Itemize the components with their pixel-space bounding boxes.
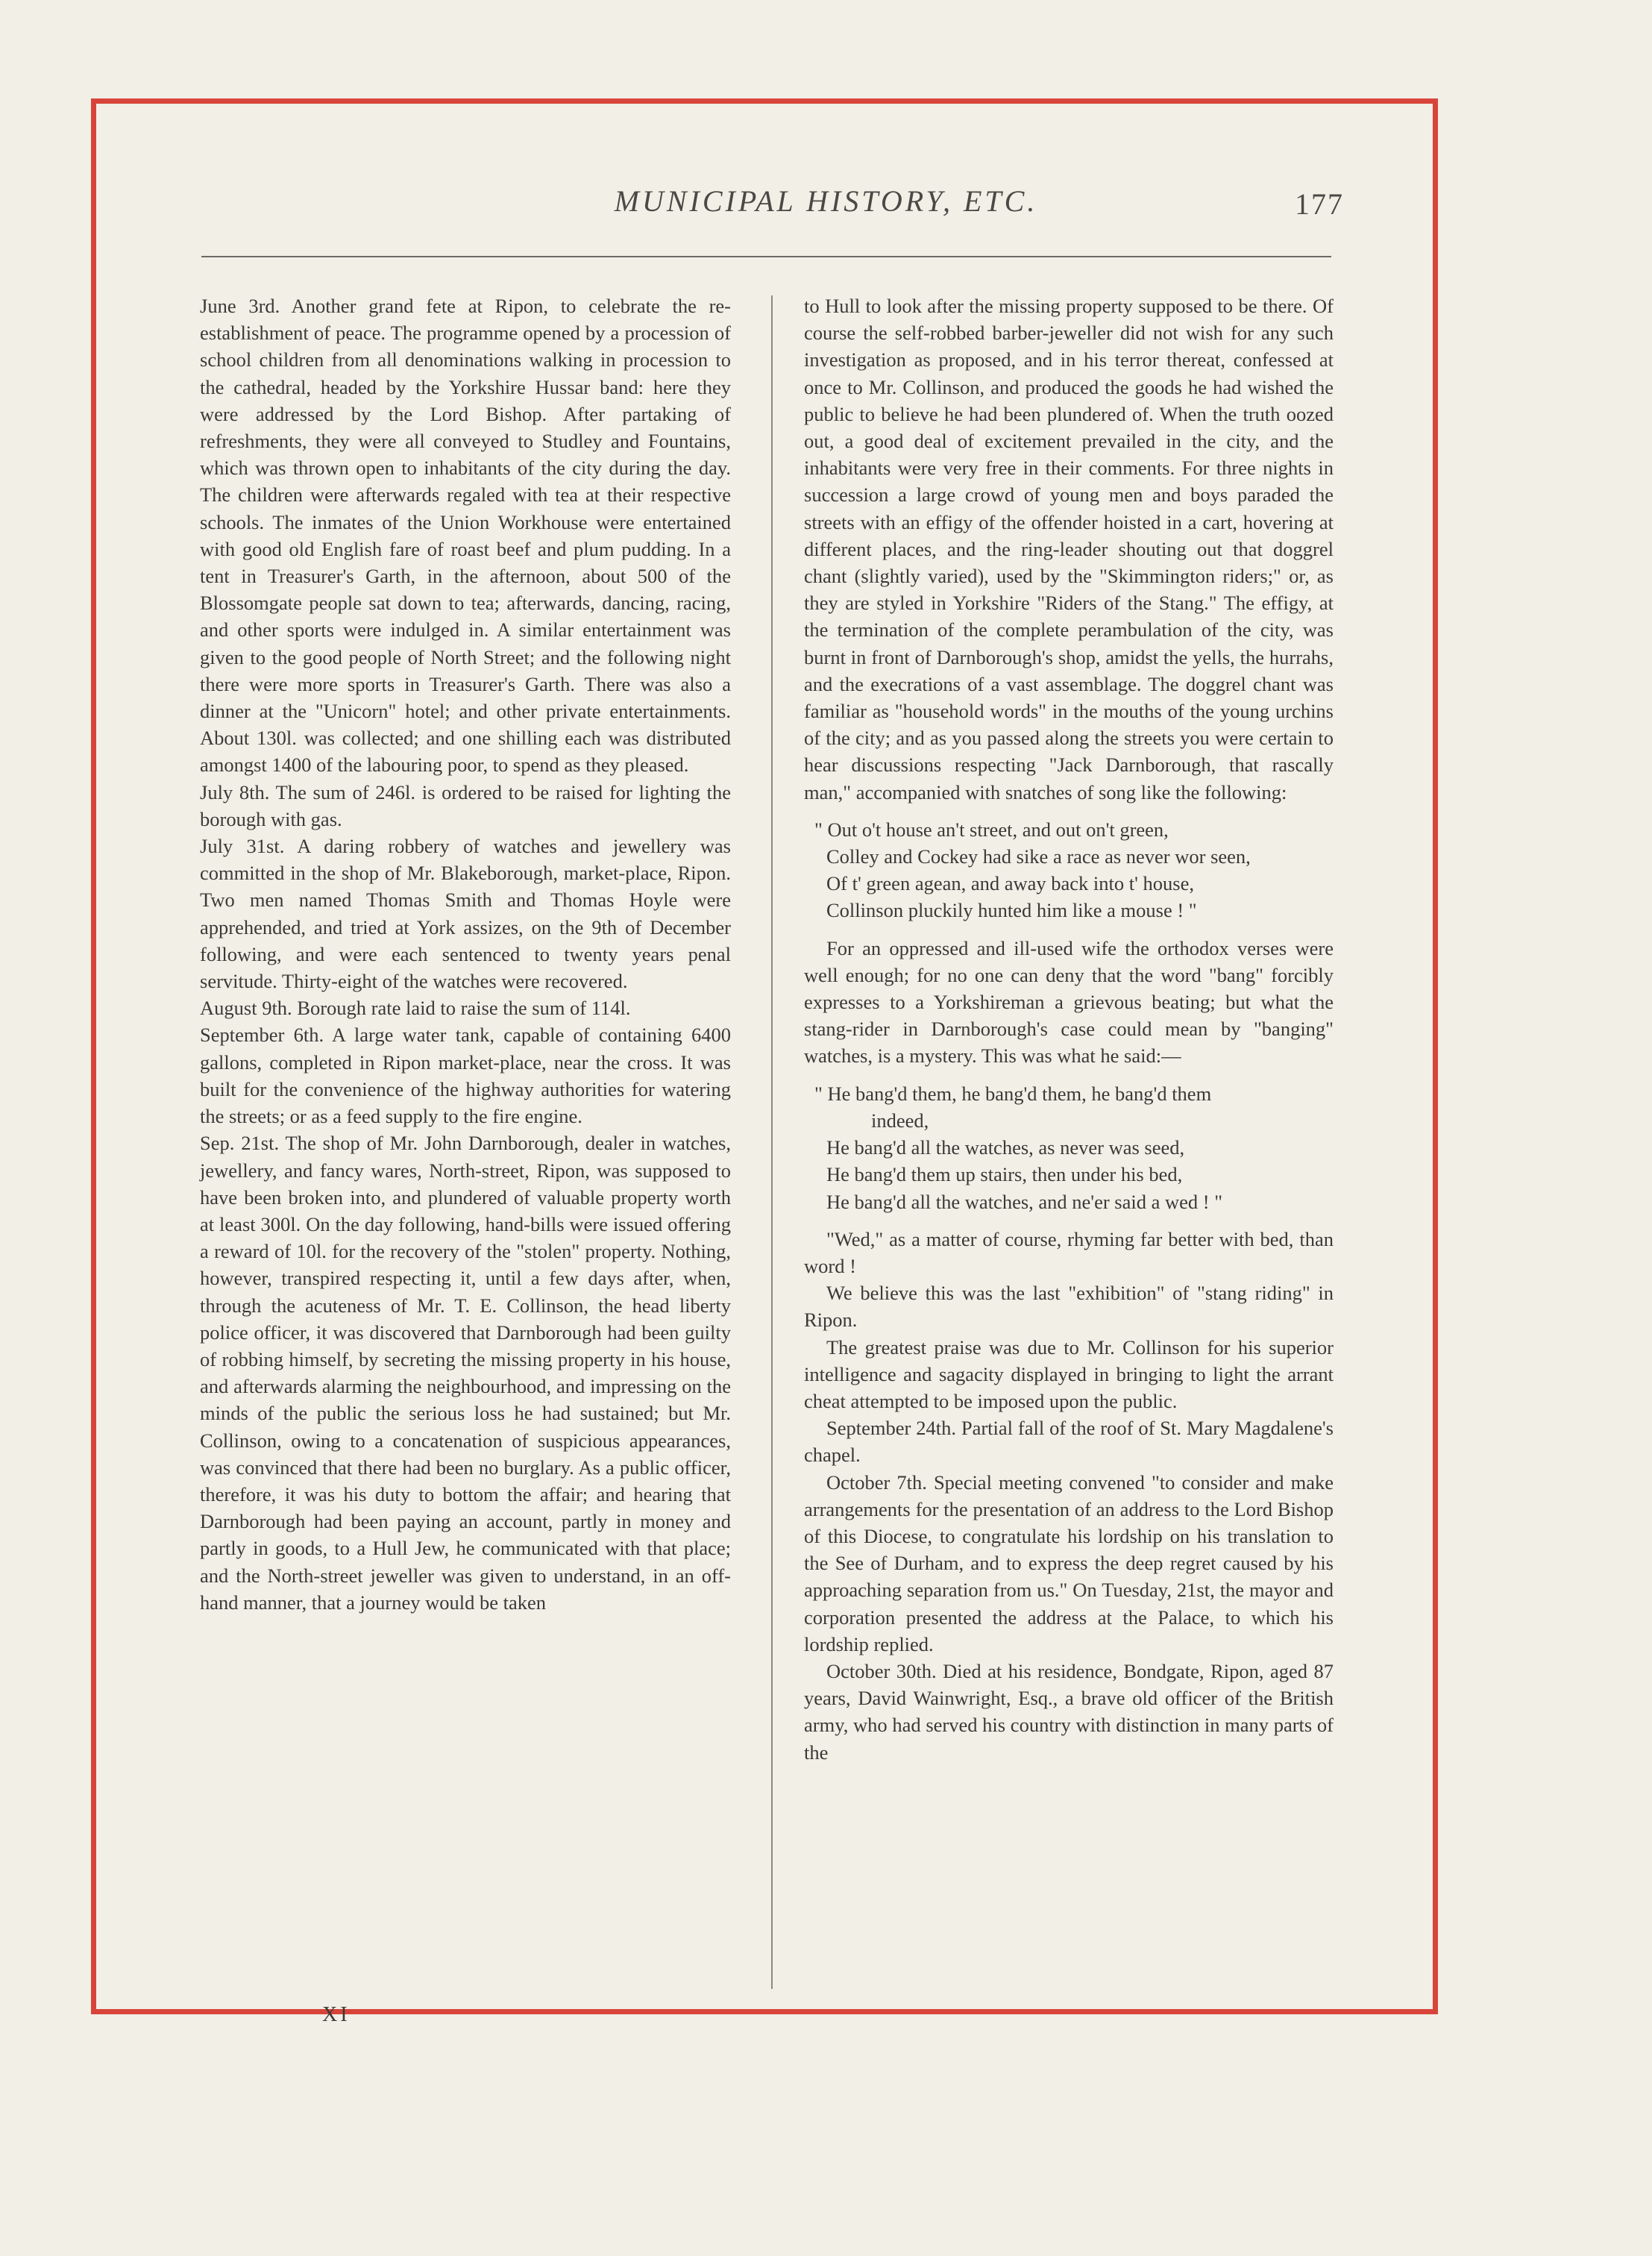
verse-line: indeed,: [871, 1109, 929, 1132]
entry-sep-21st: Sep. 21st. The shop of Mr. John Darnborough, dealer in watches, jewellery, and fancy wares, North-street, Ripon, was supposed to have been broken into, and plundered of valuable property worth at least 300l. On the day following, hand-bills were issued offering a reward of 10l. for the recovery of the "stolen" property. Nothing, however, transpired respecting it, until a few days after, when, through the acuteness of Mr. T. E. Collinson, the head liberty police officer, it was discovered that Darnborough had been guilty of robbing himself, by secreting the missing property in his house, and afterwards alarming the neighbourhood, and impressing on the minds of the public the serious loss he had sustained; but Mr. Collinson, owing to a concatenation of suspicious appearances, was convinced that there had been no burglary. As a public officer, therefore, it was his duty to bottom the affair; and hearing that Darnborough had been paying an account, partly in money and partly in goods, to a Hull Jew, he communicated with that place; and the North-street jeweller was given to understand, in an off-hand manner, that a journey would be taken: [200, 1132, 731, 1614]
entry-september-6th: September 6th. A large water tank, capable of containing 6400 gallons, completed in Ripon market-place, near the cross. It was built for the convenience of the highway authorities for watering the streets; or as a feed supply to the fire engine.: [200, 1024, 731, 1128]
entry-june-3rd: June 3rd. Another grand fete at Ripon, to celebrate the re-establishment of peace. The programme opened by a procession of school children from all denominations walking in procession to the cathedral, headed by the Yorkshire Hussar band: here they were addressed by the Lord Bishop. After partaking of refreshments, they were all conveyed to Studley and Fountains, which was thrown open to inhabitants of the city during the day. The children were afterwards regaled with tea at their respective schools. The inmates of the Union Workhouse were entertained with good old English fare of roast beef and plum pudding. In a tent in Treasurer's Garth, in the afternoon, about 500 of the Blossomgate people sat down to tea; afterwards, dancing, racing, and other sports were indulged in. A similar entertainment was given to the good people of North Street; and the following night there were more sports in Treasurer's Garth. There was also a dinner at the "Unicorn" hotel; and other private entertainments. About 130l. was collected; and one shilling each was distributed amongst 1400 of the labouring poor, to spend as they pleased.: [200, 295, 731, 777]
verse-bangd: [804, 1080, 1334, 1215]
continued-paragraph: to Hull to look after the missing property supposed to be there. Of course the self-robbed barber-jeweller did not wish for any such investigation as proposed, and in his terror thereat, confessed at once to Mr. Collinson, and produced the goods he had wished the public to believe he had been plundered of. When the truth oozed out, a good deal of excitement prevailed in the city, and the inhabitants were very free in their comments. For three nights in succession a large crowd of young men and boys paraded the streets with an effigy of the offender hoisted in a cart, hovering at different places, and the ring-leader shouting out that doggrel chant (slightly varied), used by the "Skimmington riders;" or, as they are styled in Yorkshire "Riders of the Stang." The effigy, at the termination of the complete perambulation of the city, was burnt in front of Darnborough's shop, amidst the yells, the hurrahs, and the execrations of a vast assemblage. The doggrel chant was familiar as "household words" in the mouths of the young urchins of the city; and as you passed along the streets you were certain to hear discussions respecting "Jack Darnborough, that rascally man," accompanied with snatches of song like the following:: [804, 295, 1334, 803]
entry-october-7th: October 7th. Special meeting convened "to consider and make arrangements for the presentation of an address to the Lord Bishop of this Diocese, to congratulate his lordship on his translation to the See of Durham, and to express the deep regret caused by his approaching separation from us." On Tuesday, 21st, the mayor and corporation presented the address at the Palace, to which his lordship replied.: [804, 1470, 1334, 1655]
verse-line: He bang'd all the watches, as never was seed,: [826, 1136, 1185, 1159]
verse-line: He bang'd them up stairs, then under his bed,: [826, 1163, 1183, 1186]
signature-mark: XI: [322, 2003, 351, 2026]
paragraph-stang-riding: We believe this was the last "exhibition" of "stang riding" in Ripon.: [804, 1282, 1334, 1332]
running-title: MUNICIPAL HISTORY, ETC.: [614, 184, 1038, 218]
verse-line: Collinson pluckily hunted him like a mouse ! ": [826, 899, 1197, 922]
verse-line: Of t' green agean, and away back into t' house,: [826, 872, 1194, 895]
paragraph-wed: "Wed," as a matter of course, rhyming far better with bed, than word !: [804, 1227, 1334, 1277]
header-rule: [201, 256, 1331, 257]
verse-line: " Out o't house an't street, and out on't green,: [814, 818, 1169, 841]
right-column: [804, 292, 1334, 1766]
verse-line: Colley and Cockey had sike a race as never wor seen,: [826, 845, 1251, 868]
paragraph-orthodox-verses: For an oppressed and ill-used wife the orthodox verses were well enough; for no one can deny that the word "bang" forcibly expresses to a Yorkshireman a grievous beating; but what the stang-rider in Darnborough's case could mean by "banging" watches, is a mystery. This was what he said:—: [804, 936, 1334, 1068]
entry-september-24th: September 24th. Partial fall of the roof of St. Mary Magdalene's chapel.: [804, 1417, 1334, 1467]
paragraph-praise-collinson: The greatest praise was due to Mr. Collinson for his superior intelligence and sagacity displayed in bringing to light the arrant cheat attempted to be imposed upon the public.: [804, 1335, 1334, 1412]
verse-skimmington: [804, 816, 1334, 924]
verse-line: " He bang'd them, he bang'd them, he bang'd them: [814, 1082, 1212, 1105]
entry-july-8th: July 8th. The sum of 246l. is ordered to be raised for lighting the borough with gas.: [200, 780, 731, 830]
verse-line: He bang'd all the watches, and ne'er said a wed ! ": [826, 1190, 1223, 1213]
column-divider: [771, 295, 773, 1989]
left-column: [200, 292, 731, 1616]
page-number: 177: [1295, 187, 1344, 221]
entry-july-31st: July 31st. A daring robbery of watches and jewellery was committed in the shop of Mr. Blakeborough, market-place, Ripon. Two men named Thomas Smith and Thomas Hoyle were apprehended, and tried at York assizes, on the 9th of December following, and were each sentenced to twenty years penal servitude. Thirty-eight of the watches were recovered.: [200, 835, 731, 993]
entry-october-30th: October 30th. Died at his residence, Bondgate, Ripon, aged 87 years, David Wainwright, Esq., a brave old officer of the British army, who had served his country with distinction in many parts of the: [804, 1659, 1334, 1764]
entry-august-9th: August 9th. Borough rate laid to raise the sum of 114l.: [200, 997, 631, 1020]
